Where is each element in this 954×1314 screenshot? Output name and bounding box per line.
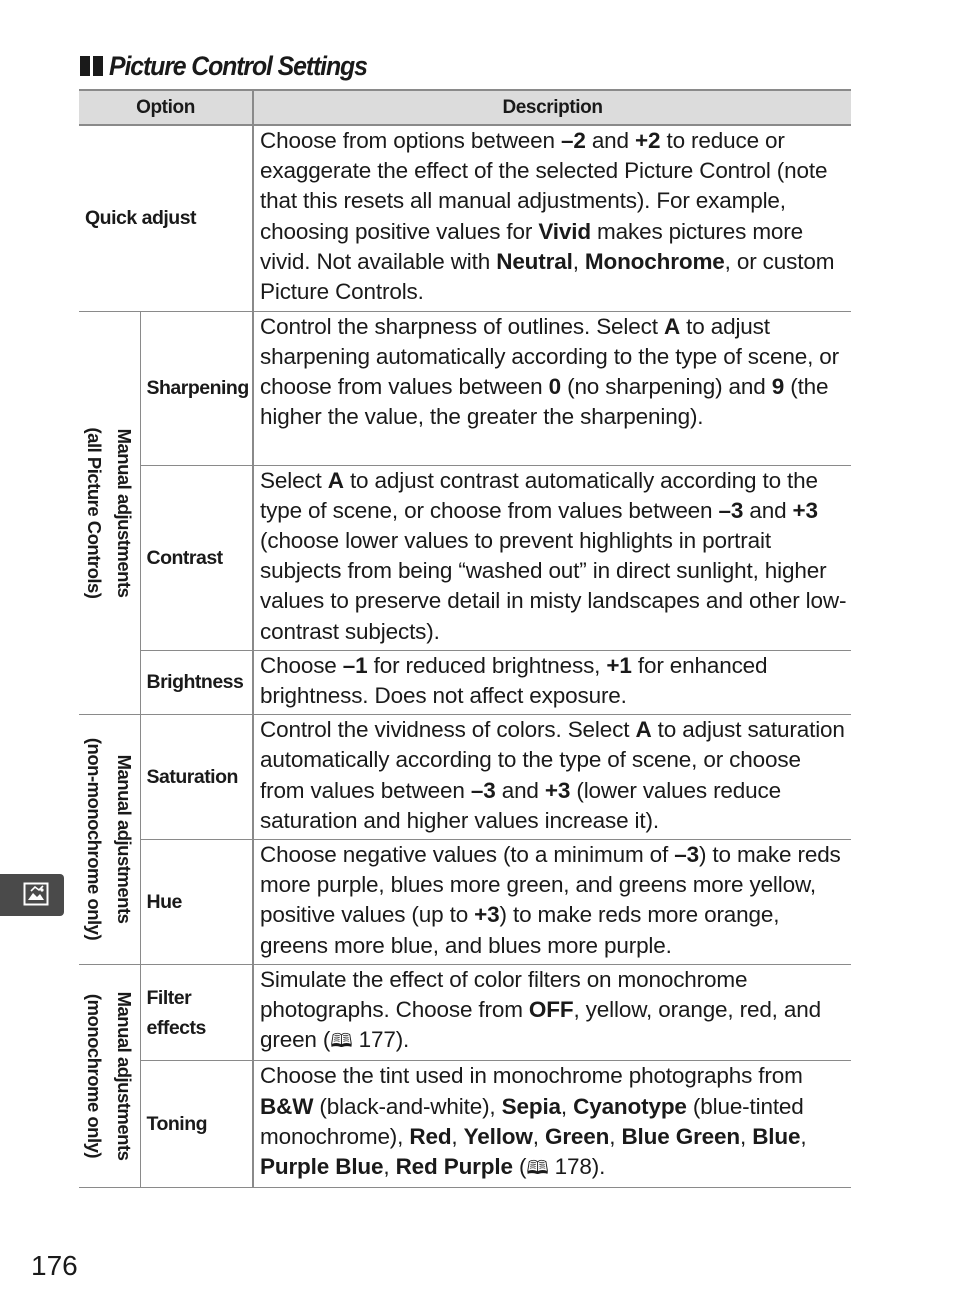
table-row (79, 964, 851, 1061)
description-contrast: Select A to adjust contrast automatically according to the type of scene, or choose from values between –3 and +3 (choose lower values to prevent highlights in portrait subjects from being “washed out” in direct sunlight, higher values to preserve detail in misty landscapes and other low-contrast subjects). (253, 465, 851, 650)
option-sharpening: Sharpening (140, 311, 253, 465)
page-number: 176 (31, 1250, 78, 1281)
chapter-tab[interactable] (0, 874, 64, 916)
table-row (79, 715, 851, 840)
title-marker-icon (80, 56, 103, 76)
table-row (79, 465, 851, 650)
table-row (79, 650, 851, 714)
section-title-text: Picture Control Settings (109, 50, 367, 81)
description-filter-effects: Simulate the effect of color filters on monochrome photographs. Choose from OFF, yellow, orange, red, and green (🕮 177). (253, 964, 851, 1061)
option-saturation: Saturation (140, 715, 253, 840)
description-hue: Choose negative values (to a minimum of –3) to make reds more purple, blues more green, and greens more yellow, positive values (up to +3) to make reds more orange, greens more blue, and blues more purple. (253, 839, 851, 964)
option-filter-effects: Filter effects (140, 964, 253, 1061)
table-header-row (79, 90, 851, 125)
table-row (79, 125, 851, 311)
group-label-monochrome: Manual adjustments (monochrome only) (79, 964, 140, 1187)
description-quick-adjust: Choose from options between –2 and +2 to reduce or exaggerate the effect of the selected Picture Control (note that this resets all manual adjustments). For example, choosing positive values for Vivid makes pictures more vivid. Not available with Neutral, Monochrome, or custom Picture Controls. (253, 125, 851, 311)
option-toning: Toning (140, 1061, 253, 1188)
description-saturation: Control the vividness of colors. Select A to adjust saturation automatically according to the type of scene, or choose from values between –3 and +3 (lower values reduce saturation and higher values increase it). (253, 715, 851, 840)
picture-control-icon (23, 882, 49, 906)
option-hue: Hue (140, 839, 253, 964)
page-reference-icon: 🕮 (330, 1031, 353, 1053)
header-description: Description (253, 90, 851, 125)
description-sharpening: Control the sharpness of outlines. Select A to adjust sharpening automatically according to the type of scene, or choose from values between 0 (no sharpening) and 9 (the higher the value, the greater the sharpening). (253, 311, 851, 465)
table-row (79, 839, 851, 964)
page-reference-icon: 🕮 (526, 1157, 549, 1179)
section-title (80, 46, 389, 86)
option-quick-adjust: Quick adjust (79, 125, 253, 311)
description-toning: Choose the tint used in monochrome photographs from B&W (black-and-white), Sepia, Cyanotype (blue-tinted monochrome), Red, Yellow, Green, Blue Green, Blue, Purple Blue, Red Purple (🕮 178). (253, 1061, 851, 1188)
table-row (79, 1061, 851, 1188)
table-row (79, 311, 851, 465)
picture-control-settings-table (79, 89, 851, 1188)
description-brightness: Choose –1 for reduced brightness, +1 for enhanced brightness. Does not affect exposure. (253, 650, 851, 714)
option-brightness: Brightness (140, 650, 253, 714)
group-label-non-monochrome: Manual adjustments (non-monochrome only) (79, 715, 140, 965)
option-contrast: Contrast (140, 465, 253, 650)
group-label-all-picture-controls: Manual adjustments (all Picture Controls) (79, 311, 140, 715)
header-option: Option (79, 90, 253, 125)
